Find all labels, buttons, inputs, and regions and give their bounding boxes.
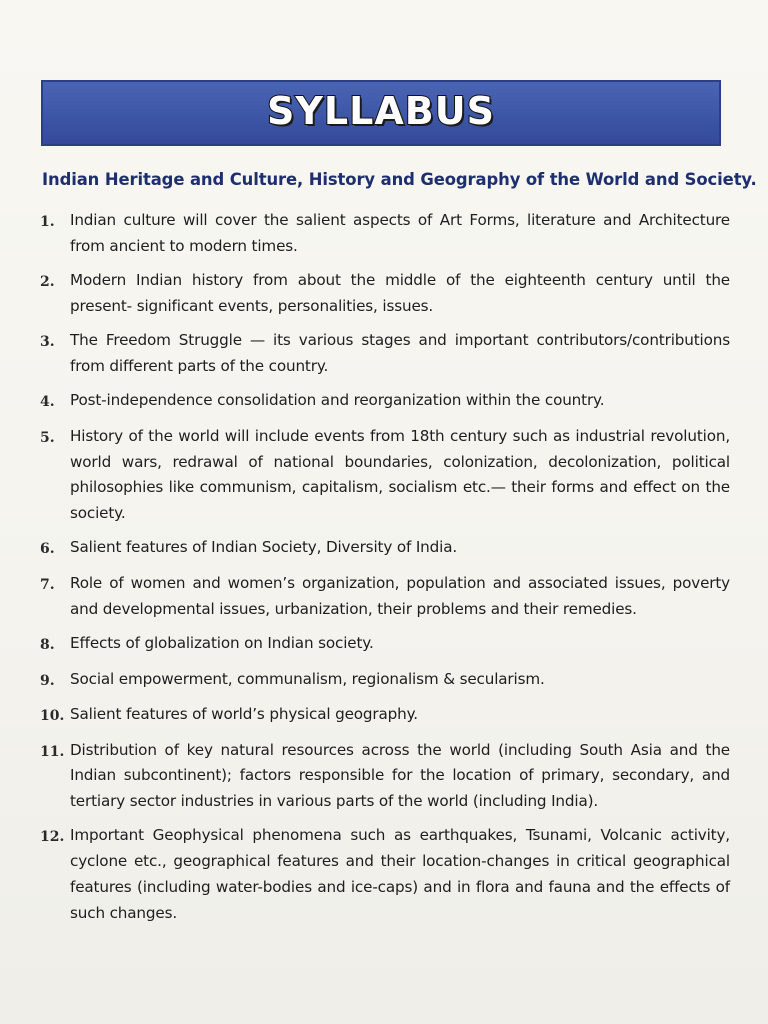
- list-item: [40, 424, 730, 527]
- item-text: Distribution of key natural resources across the world (including South Asia and the Indian subcontinent); factors responsible for the location of primary, secondary, and tertiary sector industries in various parts of the world (including India).: [70, 740, 730, 811]
- item-text: Salient features of world’s physical geography.: [70, 705, 418, 724]
- item-number: 2.: [40, 274, 55, 291]
- list-item: [40, 268, 730, 320]
- list-item: [40, 738, 730, 815]
- item-number: 11.: [40, 743, 65, 760]
- item-number: 6.: [40, 541, 55, 558]
- item-text: Salient features of Indian Society, Diversity of India.: [70, 538, 458, 557]
- item-text: Post-independence consolidation and reorganization within the country.: [70, 391, 605, 410]
- list-item: [40, 823, 730, 926]
- list-item: [40, 535, 730, 562]
- syllabus-list: [40, 208, 730, 935]
- item-text: History of the world will include events from 18th century such as industrial revolution, world wars, redrawal of national boundaries, colonization, decolonization, political philosophies like communism, capitalism, socialism etc.— their forms and effect on the society.: [70, 426, 730, 523]
- item-number: 12.: [40, 829, 65, 846]
- list-item: [40, 328, 730, 380]
- item-number: 9.: [40, 672, 55, 689]
- item-text: Indian culture will cover the salient aspects of Art Forms, literature and Architecture from ancient to modern times.: [70, 211, 730, 255]
- item-number: 8.: [40, 637, 55, 654]
- list-item: [40, 571, 730, 623]
- item-text: The Freedom Struggle — its various stages and important contributors/contributions from different parts of the country.: [70, 331, 730, 375]
- list-item: [40, 208, 730, 260]
- item-text: Role of women and women’s organization, population and associated issues, poverty and developmental issues, urbanization, their problems and their remedies.: [70, 573, 730, 618]
- list-item: [40, 667, 730, 694]
- item-number: 3.: [40, 334, 55, 351]
- item-text: Effects of globalization on Indian society.: [70, 634, 374, 653]
- item-text: Modern Indian history from about the middle of the eighteenth century until the present- significant events, personalities, issues.: [70, 271, 730, 315]
- section-heading: Indian Heritage and Culture, History and Geography of the World and Society.: [42, 170, 757, 189]
- page-title: SYLLABUS: [267, 89, 495, 133]
- item-text: Social empowerment, communalism, regionalism & secularism.: [70, 669, 545, 688]
- item-number: 1.: [40, 214, 55, 230]
- list-item: [40, 631, 730, 658]
- item-number: 10.: [40, 708, 65, 725]
- item-number: 4.: [40, 394, 55, 411]
- item-number: 5.: [40, 429, 55, 446]
- list-item: [40, 702, 730, 729]
- item-number: 7.: [40, 576, 55, 593]
- item-text: Important Geophysical phenomena such as earthquakes, Tsunami, Volcanic activity, cyclone etc., geographical features and their location-changes in critical geographical features (including water-bodies and ice-caps) and in flora and fauna and the effects of such changes.: [70, 826, 730, 922]
- title-banner: [41, 80, 721, 146]
- list-item: [40, 388, 730, 415]
